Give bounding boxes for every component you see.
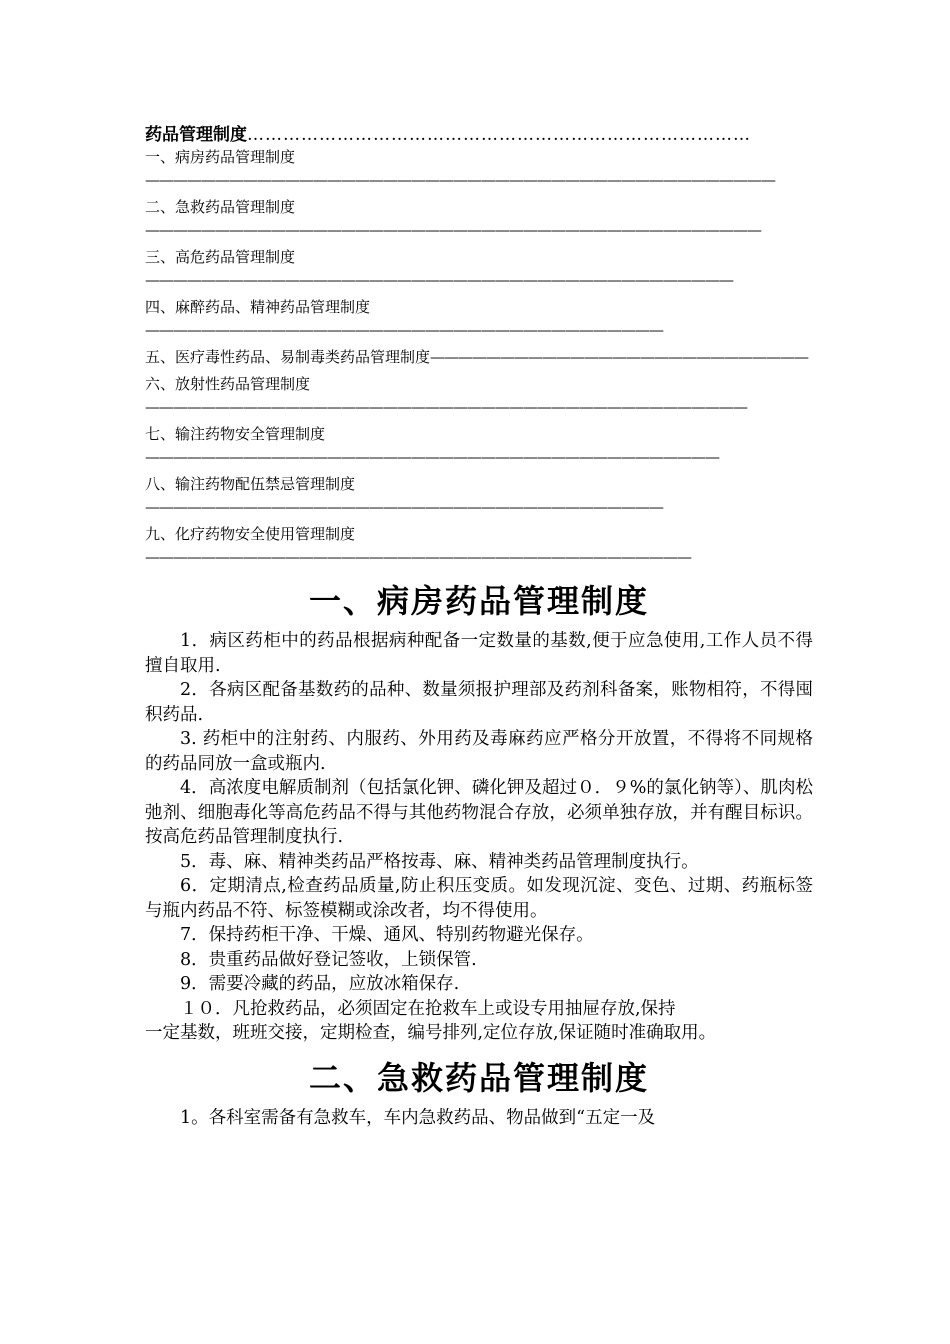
toc-item-label: 四、麻醉药品、精神药品管理制度 [145,298,371,316]
toc-title-text: 药品管理制度 [145,125,247,145]
section-2-body [145,1106,813,1131]
toc-item-leader: ——————————————————————————————————————————— [145,398,747,416]
toc-item-leader: ————————————————————————————————————— [145,498,663,516]
toc-item-7 [145,423,813,469]
toc-item-leader: ——————————————————————————————————————— [145,548,691,566]
paragraph: 4．高浓度电解质制剂（包括氯化钾、磷化钾及超过０．９%的氯化钠等）、肌肉松弛剂、细胞毒化等高危药品不得与其他药物混合存放，必须单独存放，并有醒目标识。按高危药品管理制度执行. [145,778,813,847]
document-content [145,124,813,1130]
toc-item-leader: ————————————————————————————————————————— [145,448,719,466]
toc-item-leader: ———————————————————————————————————————————— [145,221,761,239]
toc-item-label: 八、输注药物配伍禁忌管理制度 [145,475,356,493]
toc-item-6 [145,373,813,419]
toc-title [145,124,813,146]
toc-item-leader: ————————————————————————————————————————————— [145,171,775,189]
section-2-title: 二、急救药品管理制度 [308,1058,649,1097]
paragraph: 5．毒、麻、精神类药品严格按毒、麻、精神类药品管理制度执行。 [180,851,699,872]
paragraph: 一定基数，班班交接，定期检查，编号排列,定位存放,保证随时准确取用。 [145,1023,717,1043]
toc-item-4 [145,296,813,342]
paragraph: 6．定期清点,检查药品质量,防止积压变质。如发现沉淀、变色、过期、药瓶标签与瓶内药品不符、标签模糊或涂改者，均不得使用。 [145,876,813,921]
toc-item-1 [145,146,813,192]
table-of-contents [145,146,813,569]
paragraph: 1．病区药柜中的药品根据病种配备一定数量的基数,便于应急使用,工作人员不得擅自取用. [145,631,813,676]
toc-item-3 [145,246,813,292]
toc-item-label: 七、输注药物安全管理制度 [145,425,326,443]
toc-item-8 [145,473,813,519]
toc-item-label: 六、放射性药品管理制度 [145,375,311,393]
paragraph: 1。各科室需备有急救车，车内急救药品、物品做到“五定一及 [180,1107,656,1128]
toc-item-leader: —————————————————————————————————————————— [145,271,733,289]
toc-item-label: 二、急救药品管理制度 [145,198,296,216]
toc-item-label: 五、医疗毒性药品、易制毒类药品管理制度 [145,348,431,366]
paragraph: 7．保持药柜干净、干燥、通风、特别药物避光保存。 [180,925,594,945]
paragraph: １０．凡抢救药品，必须固定在抢救车上或设专用抽屉存放,保持 [180,998,676,1019]
toc-item-5 [145,346,813,369]
paragraph: 8．贵重药品做好登记签收，上锁保管. [180,949,477,970]
toc-item-leader: ——————————————————————————— [430,348,809,366]
toc-item-label: 九、化疗药物安全使用管理制度 [145,525,356,543]
section-1-title: 一、病房药品管理制度 [308,582,649,620]
paragraph: 3. 药柜中的注射药、内服药、外用药及毒麻药应严格分开放置，不得将不同规格的药品同放一盒或瓶内. [145,729,813,774]
toc-item-label: 三、高危药品管理制度 [145,248,296,266]
toc-title-leader: ………………………………………………………………………… [247,125,751,145]
toc-item-leader: ————————————————————————————————————— [145,321,663,339]
toc-item-2 [145,196,813,242]
paragraph: 9．需要冷藏的药品，应放冰箱保存. [180,974,460,994]
section-1-body [145,629,813,1046]
toc-item-9 [145,523,813,569]
paragraph: 2．各病区配备基数药的品种、数量须报护理部及药剂科备案，账物相符，不得囤积药品. [145,680,813,725]
toc-item-label: 一、病房药品管理制度 [145,148,296,166]
